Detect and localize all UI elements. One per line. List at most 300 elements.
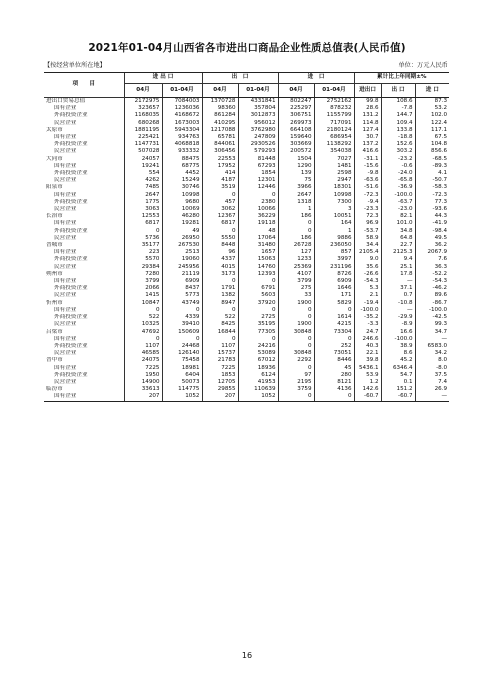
table-cell: 0 [202, 192, 238, 199]
table-row [44, 278, 449, 285]
table-cell: -35.2 [354, 314, 381, 321]
table-cell: 77305 [238, 329, 278, 336]
table-cell: 186 [278, 213, 314, 220]
scope-note: 【按经营单位所在地】 [44, 62, 106, 69]
table-cell: 6404 [162, 372, 202, 379]
table-cell: 3173 [202, 271, 238, 278]
table-cell: 5603 [238, 292, 278, 299]
table-cell: 5436.1 [354, 365, 381, 372]
table-cell: 1881195 [124, 127, 162, 134]
table-cell: 131.2 [354, 112, 381, 119]
table-cell: 247809 [238, 134, 278, 141]
table-cell: — [381, 278, 415, 285]
table-row [44, 120, 449, 127]
table-cell: 108.6 [381, 98, 415, 106]
row-label: 民营企业 [54, 263, 77, 270]
row-label: 外商投资企业 [54, 314, 88, 321]
row-label: 国有企业 [54, 105, 77, 112]
table-cell: 6817 [202, 220, 238, 227]
table-row [44, 314, 449, 321]
table-cell: 14900 [124, 379, 162, 386]
table-cell: 3997 [314, 256, 354, 263]
table-cell: 686954 [314, 134, 354, 141]
table-cell: 3 [314, 206, 354, 213]
row-label: 外商投资企业 [54, 342, 88, 349]
table-cell: 77.3 [415, 199, 449, 206]
row-label: 民营企业 [54, 321, 77, 328]
table-cell: 5773 [162, 292, 202, 299]
table-cell: 117.1 [415, 127, 449, 134]
table-cell: -24.0 [381, 170, 415, 177]
table-cell: 7485 [124, 184, 162, 191]
table-row [44, 170, 449, 177]
table-row [44, 163, 449, 170]
table-cell: 24216 [238, 343, 278, 350]
row-label: 外商投资企业 [54, 371, 88, 378]
table-cell: 34.2 [415, 350, 449, 357]
table-cell: 24075 [124, 357, 162, 364]
table-cell: 7225 [124, 365, 162, 372]
table-cell: 53089 [238, 350, 278, 357]
group-header-total: 进 出 口 [124, 73, 202, 84]
table-cell: 6346.4 [381, 365, 415, 372]
table-cell: 17064 [238, 235, 278, 242]
table-cell: 3799 [278, 278, 314, 285]
row-label: 吕梁市 [46, 328, 63, 335]
page-title: 2021年01-04月山西省各市进出口商品企业性质总值表(人民币值) [88, 42, 406, 54]
table-cell: 275 [278, 285, 314, 292]
table-cell: -8.9 [381, 321, 415, 328]
table-cell: 43749 [162, 300, 202, 307]
table-cell: 89.6 [415, 292, 449, 299]
table-cell: 0 [314, 307, 354, 314]
table-cell: 58.9 [354, 235, 381, 242]
table-cell: 21783 [202, 357, 238, 364]
table-row [44, 256, 449, 263]
table-cell: -26.6 [354, 271, 381, 278]
table-cell: 30746 [162, 184, 202, 191]
table-cell: 8.6 [381, 350, 415, 357]
table-cell: 29384 [124, 264, 162, 271]
table-cell: 35177 [124, 242, 162, 249]
table-cell: 40.3 [354, 343, 381, 350]
table-cell: 24057 [124, 156, 162, 163]
table-cell: 67012 [238, 357, 278, 364]
table-cell: 39.8 [354, 357, 381, 364]
table-cell: 4168672 [162, 112, 202, 119]
row-label: 国有企业 [54, 162, 77, 169]
table-cell: 6909 [314, 278, 354, 285]
table-cell: 0 [238, 278, 278, 285]
table-cell: 67.5 [415, 134, 449, 141]
table-cell: -51.6 [354, 184, 381, 191]
table-cell: 30848 [278, 329, 314, 336]
table-cell: 7.4 [415, 379, 449, 386]
table-cell: 33 [278, 292, 314, 299]
table-row [44, 336, 449, 343]
table-cell: -7.8 [381, 105, 415, 112]
table-cell: 5736 [124, 235, 162, 242]
table-cell: -36.9 [381, 184, 415, 191]
table-cell: 127 [278, 249, 314, 256]
table-cell: 1370728 [202, 98, 238, 106]
table-cell: -8.0 [415, 365, 449, 372]
table-cell: 280 [314, 372, 354, 379]
row-label: 外商投资企业 [54, 227, 88, 234]
table-cell: -15.6 [354, 163, 381, 170]
table-cell: 507028 [124, 148, 162, 155]
table-row [44, 321, 449, 328]
table-cell: 4262 [124, 177, 162, 184]
table-cell: 8121 [314, 379, 354, 386]
table-cell: 1217088 [202, 127, 238, 134]
table-cell: 19281 [162, 220, 202, 227]
table-cell: 5943304 [162, 127, 202, 134]
table-cell: 46585 [124, 350, 162, 357]
table-cell: 45 [314, 365, 354, 372]
table-cell: 50073 [162, 379, 202, 386]
table-cell: 267530 [162, 242, 202, 249]
table-cell: 88475 [162, 156, 202, 163]
table-cell: 252 [314, 343, 354, 350]
table-row [44, 329, 449, 336]
table-cell: 5829 [314, 300, 354, 307]
row-label: 民营企业 [54, 292, 77, 299]
table-cell: — [415, 393, 449, 401]
row-label: 外商投资企业 [54, 170, 88, 177]
table-cell: 37.5 [415, 372, 449, 379]
table-cell: 303.2 [381, 148, 415, 155]
table-cell: 457 [202, 199, 238, 206]
table-cell: 3062 [202, 206, 238, 213]
table-cell: 4331841 [238, 98, 278, 106]
table-cell: 110639 [238, 386, 278, 393]
table-cell: 8448 [202, 242, 238, 249]
table-cell: 12393 [238, 271, 278, 278]
table-row [44, 357, 449, 364]
row-label: 国有企业 [54, 278, 77, 285]
table-cell: -68.5 [415, 156, 449, 163]
table-cell: 0 [202, 228, 238, 235]
table-cell: 1290 [278, 163, 314, 170]
table-cell: 0 [124, 307, 162, 314]
row-label: 临汾市 [46, 386, 63, 393]
table-cell: 114775 [162, 386, 202, 393]
table-row [44, 386, 449, 393]
table-row [44, 235, 449, 242]
table-cell: 1168035 [124, 112, 162, 119]
table-cell: 306456 [202, 148, 238, 155]
table-cell: 1.2 [354, 379, 381, 386]
table-cell: 75 [278, 177, 314, 184]
subcol-header: 进 口 [415, 84, 449, 98]
table-cell: 1318 [278, 199, 314, 206]
table-cell: 856.6 [415, 148, 449, 155]
table-cell: 41953 [238, 379, 278, 386]
table-cell: -50.7 [415, 177, 449, 184]
table-cell: 6817 [124, 220, 162, 227]
subcol-header: 04月 [278, 84, 314, 98]
row-label: 外商投资企业 [54, 112, 88, 119]
table-cell: 522 [202, 314, 238, 321]
row-label: 民营企业 [54, 350, 77, 357]
table-cell: 225421 [124, 134, 162, 141]
table-cell: 12553 [124, 213, 162, 220]
table-cell: 4015 [202, 264, 238, 271]
table-cell: 225297 [278, 105, 314, 112]
table-cell: 1 [314, 228, 354, 235]
table-cell: 10325 [124, 321, 162, 328]
group-header-export: 出 口 [202, 73, 278, 84]
table-cell: -72.3 [354, 192, 381, 199]
table-cell: 4339 [162, 314, 202, 321]
table-cell: -0.6 [381, 163, 415, 170]
table-cell: 4107 [278, 271, 314, 278]
table-cell: 10998 [314, 192, 354, 199]
table-cell: 245956 [162, 264, 202, 271]
table-cell: 6124 [238, 372, 278, 379]
table-cell: 354038 [314, 148, 354, 155]
table-cell: 22553 [202, 156, 238, 163]
table-cell: 26.9 [415, 386, 449, 393]
table-cell: -29.9 [381, 314, 415, 321]
table-cell: 144.7 [381, 112, 415, 119]
table-row [44, 213, 449, 220]
table-cell: 3759 [278, 386, 314, 393]
table-cell: 2647 [278, 192, 314, 199]
table-cell: 2066 [124, 285, 162, 292]
group-header-import: 进 口 [278, 73, 354, 84]
table-cell: 200572 [278, 148, 314, 155]
table-cell: 3063 [124, 206, 162, 213]
table-cell: 24.7 [354, 329, 381, 336]
row-label: 外商投资企业 [54, 198, 88, 205]
table-cell: 151.2 [381, 386, 415, 393]
table-cell: -9.4 [354, 199, 381, 206]
table-cell: 139 [278, 170, 314, 177]
table-cell: 64.8 [381, 235, 415, 242]
table-cell: 150609 [162, 329, 202, 336]
table-cell: 25369 [278, 264, 314, 271]
table-cell: 35.6 [354, 264, 381, 271]
subcol-header: 01-04月 [162, 84, 202, 98]
table-cell: 22.7 [381, 242, 415, 249]
table-cell: 10998 [162, 192, 202, 199]
table-cell: 306751 [278, 112, 314, 119]
table-cell: 159640 [278, 134, 314, 141]
table-cell: 5570 [124, 256, 162, 263]
table-row [44, 379, 449, 386]
table-row [44, 249, 449, 256]
table-cell: — [381, 307, 415, 314]
table-cell: 2195 [278, 379, 314, 386]
table-cell: 1657 [238, 249, 278, 256]
table-cell: 231196 [314, 264, 354, 271]
table-cell: 49.5 [415, 235, 449, 242]
table-cell: 15249 [162, 177, 202, 184]
table-cell: 99.8 [354, 98, 381, 106]
table-cell: 18936 [238, 365, 278, 372]
table-cell: -42.5 [415, 314, 449, 321]
table-cell: 1107 [124, 343, 162, 350]
table-cell: 16.6 [381, 329, 415, 336]
table-row [44, 220, 449, 227]
table-cell: 207 [202, 393, 238, 401]
table-cell: 1052 [238, 393, 278, 401]
table-row [44, 98, 449, 106]
table-cell: 10066 [238, 206, 278, 213]
table-cell: 21119 [162, 271, 202, 278]
table-cell: 53.2 [415, 105, 449, 112]
table-cell: 36229 [238, 213, 278, 220]
table-cell: 246.6 [354, 336, 381, 343]
table-cell: 19060 [162, 256, 202, 263]
table-cell: 68775 [162, 163, 202, 170]
table-cell: 1791 [202, 285, 238, 292]
table-cell: 0 [278, 336, 314, 343]
table-cell: 414 [202, 170, 238, 177]
row-label: 民营企业 [54, 119, 77, 126]
table-cell: 15737 [202, 350, 238, 357]
table-cell: 2647 [124, 192, 162, 199]
table-cell: 2125.3 [381, 249, 415, 256]
table-cell: 0 [278, 314, 314, 321]
table-cell: 7225 [202, 365, 238, 372]
table-cell: 4215 [314, 321, 354, 328]
table-cell: 72.3 [354, 213, 381, 220]
row-label: 太原市 [46, 126, 63, 133]
table-cell: 10069 [162, 206, 202, 213]
table-cell: 10051 [314, 213, 354, 220]
table-cell: 30848 [278, 350, 314, 357]
table-cell: 522 [124, 314, 162, 321]
table-cell: 186 [278, 235, 314, 242]
table-cell: 1504 [278, 156, 314, 163]
table-cell: 75458 [162, 357, 202, 364]
table-cell: 67293 [238, 163, 278, 170]
row-label: 进出口贸易总值 [46, 98, 86, 104]
table-cell: -10.8 [381, 300, 415, 307]
table-cell: 1138292 [314, 141, 354, 148]
table-cell: 0.1 [381, 379, 415, 386]
row-label: 外商投资企业 [54, 141, 88, 148]
table-cell: 4136 [314, 386, 354, 393]
table-cell: 142.6 [354, 386, 381, 393]
table-cell: 164 [314, 220, 354, 227]
table-row [44, 393, 449, 401]
table-cell: 73304 [314, 329, 354, 336]
table-cell: 104.8 [415, 141, 449, 148]
table-row [44, 134, 449, 141]
table-cell: 12367 [202, 213, 238, 220]
table-cell: 25.1 [381, 264, 415, 271]
table-cell: 133.8 [381, 127, 415, 134]
table-cell: 1950 [124, 372, 162, 379]
table-cell: 14760 [238, 264, 278, 271]
table-cell: 10847 [124, 300, 162, 307]
table-cell: 0 [314, 393, 354, 401]
row-label: 国有企业 [54, 134, 77, 141]
table-cell: 9.4 [381, 256, 415, 263]
table-cell: -93.6 [415, 206, 449, 213]
row-label: 晋中市 [46, 357, 63, 364]
table-cell: 2513 [162, 249, 202, 256]
table-cell: 0 [202, 307, 238, 314]
table-cell: 34.8 [381, 228, 415, 235]
table-cell: 1236036 [162, 105, 202, 112]
table-cell: 1900 [278, 321, 314, 328]
table-cell: 6791 [238, 285, 278, 292]
table-cell: 0 [238, 192, 278, 199]
table-cell: 223 [124, 249, 162, 256]
table-cell: -9.8 [354, 170, 381, 177]
table-cell: 99.3 [415, 321, 449, 328]
table-cell: 1052 [162, 393, 202, 401]
table-cell: -100.0 [381, 336, 415, 343]
table-cell: — [415, 336, 449, 343]
table-cell: 1646 [314, 285, 354, 292]
table-cell: 37920 [238, 300, 278, 307]
table-cell: 2752162 [314, 98, 354, 106]
table-cell: -63.7 [381, 199, 415, 206]
table-cell: 12446 [238, 184, 278, 191]
table-cell: 7084003 [162, 98, 202, 106]
table-cell: 861284 [202, 112, 238, 119]
table-row [44, 206, 449, 213]
table-cell: 2380 [238, 199, 278, 206]
table-cell: 357804 [238, 105, 278, 112]
table-cell: 4187 [202, 177, 238, 184]
unit-note: 单位：万元人民币 [398, 62, 448, 69]
subcol-header: 进出口 [354, 84, 381, 98]
item-header: 项 目 [44, 73, 124, 98]
table-cell: -60.7 [381, 393, 415, 401]
table-cell: 5.3 [354, 285, 381, 292]
table-row [44, 292, 449, 299]
table-cell: 2292 [278, 357, 314, 364]
table-cell: 47692 [124, 329, 162, 336]
table-cell: 122.4 [415, 120, 449, 127]
table-cell: -100.0 [415, 307, 449, 314]
table-cell: 0 [202, 278, 238, 285]
table-row [44, 177, 449, 184]
table-row [44, 372, 449, 379]
table-cell: 579293 [238, 148, 278, 155]
table-cell: 9680 [162, 199, 202, 206]
table-cell: 96 [202, 249, 238, 256]
table-cell: 102.0 [415, 112, 449, 119]
table-cell: 1853 [202, 372, 238, 379]
table-cell: 97 [278, 372, 314, 379]
table-cell: 0 [278, 228, 314, 235]
table-cell: 26728 [278, 242, 314, 249]
table-cell: -100.0 [381, 192, 415, 199]
table-cell: 171 [314, 292, 354, 299]
table-cell: 35195 [238, 321, 278, 328]
table-cell: 18301 [314, 184, 354, 191]
table-cell: 2598 [314, 170, 354, 177]
table-cell: 4452 [162, 170, 202, 177]
table-cell: 34.4 [354, 242, 381, 249]
table-cell: 5550 [202, 235, 238, 242]
table-cell: 53.9 [354, 372, 381, 379]
table-cell: -54.3 [415, 278, 449, 285]
table-cell: 30.7 [354, 134, 381, 141]
table-cell: 0 [278, 343, 314, 350]
table-cell: 26950 [162, 235, 202, 242]
row-label: 晋城市 [46, 242, 63, 249]
table-cell: -41.9 [415, 220, 449, 227]
